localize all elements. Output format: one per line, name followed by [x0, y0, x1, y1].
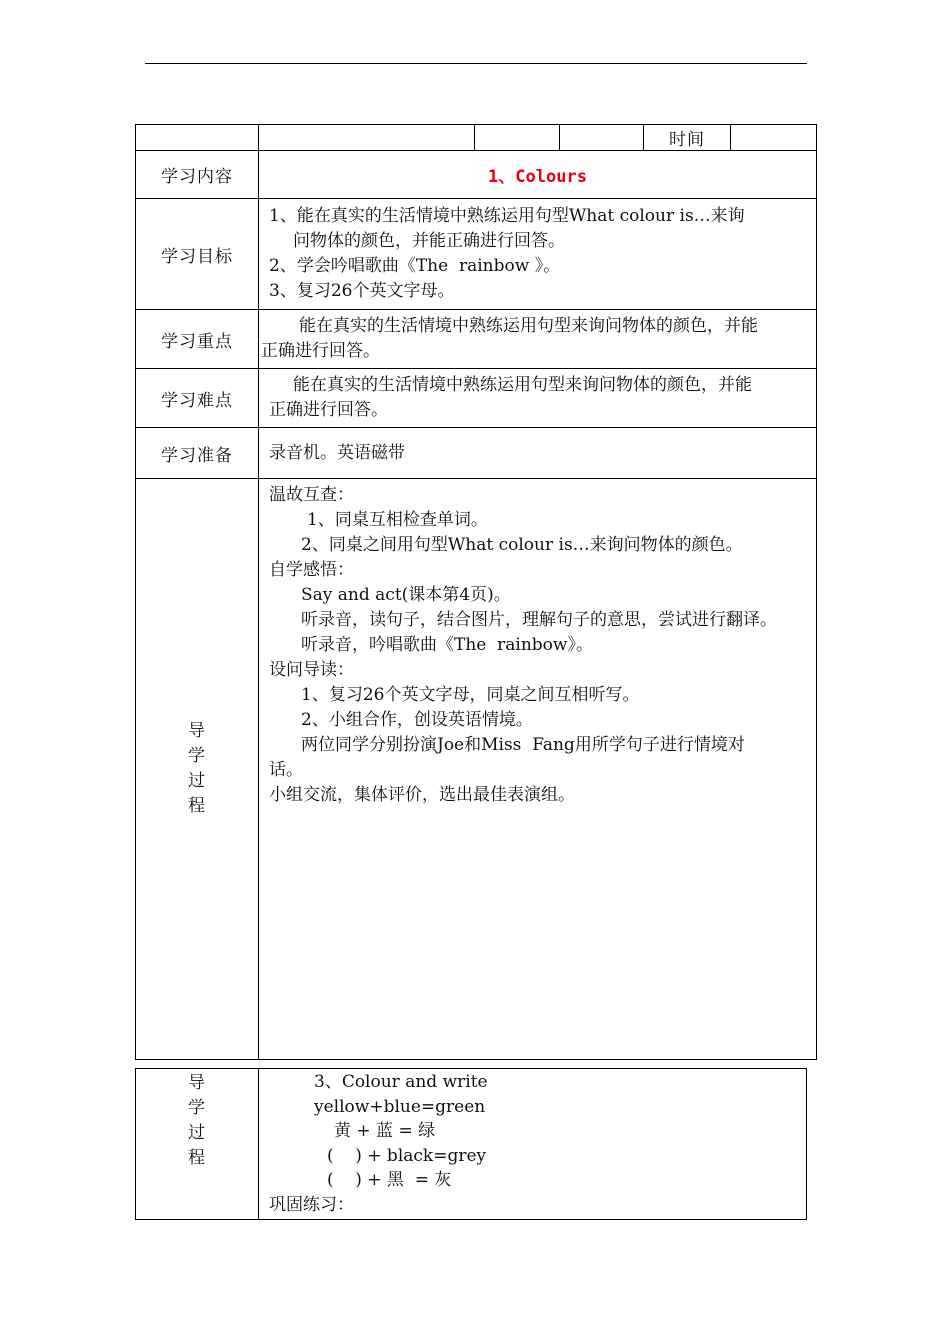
- process-line: 小组交流，集体评价，选出最佳表演组。: [269, 785, 575, 805]
- goal-line: 问物体的颜色，并能正确进行回答。: [293, 231, 565, 251]
- process-row-continued: [136, 1069, 807, 1220]
- key-content: [259, 310, 817, 369]
- goals-row: [136, 199, 817, 310]
- goals-label: 学习目标: [136, 199, 259, 310]
- lesson-plan-table-continued: [135, 1068, 807, 1220]
- goal-line: 3、复习26个英文字母。: [269, 281, 455, 301]
- process-line: 1、同桌互相检查单词。: [307, 510, 488, 530]
- difficulty-label: 学习难点: [136, 369, 259, 428]
- key-line: 能在真实的生活情境中熟练运用句型来询问物体的颜色，并能: [299, 316, 758, 336]
- process-line: 自学感悟：: [269, 560, 354, 580]
- lesson-plan-table: [135, 124, 817, 1060]
- exercise-line: yellow+blue=green: [314, 1096, 486, 1117]
- process-line: 听录音，读句子，结合图片，理解句子的意思，尝试进行翻译。: [301, 610, 777, 630]
- difficulty-row: [136, 369, 817, 428]
- key-label: 学习重点: [136, 310, 259, 369]
- content-row: [136, 151, 817, 199]
- key-row: [136, 310, 817, 369]
- difficulty-line: 正确进行回答。: [269, 400, 388, 420]
- prep-row: [136, 428, 817, 479]
- process-line: Say and act(课本第4页)。: [301, 585, 511, 605]
- header-row: [136, 125, 817, 151]
- prep-content: 录音机。英语磁带: [259, 428, 817, 479]
- difficulty-content: [259, 369, 817, 428]
- process-content-continued: [259, 1069, 807, 1220]
- exercise-line: ( ) + black=grey: [327, 1145, 487, 1166]
- exercise-line: 黄 + 蓝 = 绿: [334, 1121, 436, 1141]
- process-row: [136, 479, 817, 1060]
- time-label: 时间: [644, 125, 731, 151]
- exercise-line: 3、Colour and write: [314, 1072, 488, 1092]
- process-line: 设问导读：: [269, 660, 354, 680]
- process-line: 听录音，吟唱歌曲《The rainbow》。: [301, 635, 593, 655]
- difficulty-line: 能在真实的生活情境中熟练运用句型来询问物体的颜色，并能: [293, 375, 752, 395]
- process-line: 2、小组合作，创设英语情境。: [301, 710, 533, 730]
- goal-line: 2、学会吟唱歌曲《The rainbow 》。: [269, 256, 561, 276]
- process-line: 两位同学分别扮演Joe和Miss Fang用所学句子进行情境对: [301, 735, 745, 755]
- exercise-line: ( ) + 黑 = 灰: [327, 1170, 452, 1190]
- process-label: 导 学 过 程: [136, 479, 259, 1060]
- goals-content: [259, 199, 817, 310]
- header-rule: [145, 63, 807, 64]
- content-label: 学习内容: [136, 151, 259, 199]
- process-line: 1、复习26个英文字母，同桌之间互相听写。: [301, 685, 640, 705]
- process-label-continued: 导 学 过 程: [136, 1069, 259, 1220]
- lesson-title: 1、Colours: [259, 151, 817, 199]
- goal-line: 1、能在真实的生活情境中熟练运用句型What colour is…来询: [269, 206, 745, 226]
- process-line: 温故互查：: [269, 485, 354, 505]
- process-content: [259, 479, 817, 1060]
- key-line: 正确进行回答。: [261, 341, 380, 361]
- process-line: 话。: [269, 760, 303, 780]
- exercise-line: 巩固练习：: [269, 1194, 354, 1215]
- time-value: [731, 125, 817, 151]
- process-line: 2、同桌之间用句型What colour is…来询问物体的颜色。: [301, 535, 743, 555]
- prep-label: 学习准备: [136, 428, 259, 479]
